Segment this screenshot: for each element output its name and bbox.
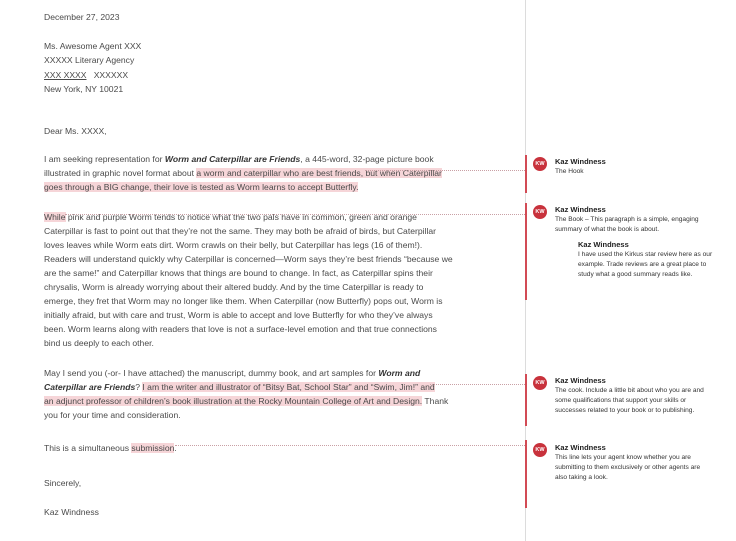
p2-line-6: chrysalis, Worm is already worrying about their altered buddy. And by the time Caterpillar is ready to [44, 282, 424, 292]
agency-name: XXXXX Literary Agency [44, 55, 135, 65]
avatar: KW [533, 157, 547, 171]
comment-author: Kaz Windness [555, 205, 606, 214]
comment-author: Kaz Windness [555, 376, 606, 385]
commented-text[interactable]: While [44, 212, 66, 222]
p4-text: This is a simultaneous [44, 443, 132, 453]
p3-text: ? [135, 382, 143, 392]
p1-text: illustrated in graphic novel format about [44, 168, 197, 178]
reply-author: Kaz Windness [578, 240, 629, 249]
comment-author: Kaz Windness [555, 443, 606, 452]
comment-text: successes related to your book or to publishing. [555, 407, 695, 414]
p2-line-2: Caterpillar is fast to point out that they’re not the same. They may both be afraid of birds, but Caterpillar [44, 226, 437, 236]
p2-line-7: emerge, they fret that Worm may no longer like them. When Caterpillar (now Butterfly) pops out, Worm is [44, 296, 443, 306]
reply-text: example. Trade reviews are a great place to [578, 261, 707, 268]
p2-line-8: initially afraid, but with care and trust, Worm is able to accept and love Butterfly for who they’ve always [44, 310, 433, 320]
book-title: Worm and Caterpillar are Friends [164, 154, 301, 164]
p4-line [44, 443, 177, 454]
book-title: Worm and [378, 368, 421, 378]
reply-text: study what a good summary reads like. [578, 271, 693, 278]
comment-text: some qualifications that support your skills or [555, 397, 687, 404]
comment-bar [525, 374, 527, 426]
commented-text[interactable]: goes through a BIG change, their love is tested as Worm learns to accept Butterfly. [44, 182, 359, 192]
p3-line-3 [44, 396, 448, 407]
comment-bar [525, 440, 527, 508]
recipient-name: Ms. Awesome Agent XXX [44, 41, 142, 51]
book-title: Caterpillar are Friends [44, 382, 136, 392]
closing: Sincerely, [44, 478, 82, 488]
address-line [44, 70, 128, 81]
comment-text: submitting to them exclusively or other agents are [555, 464, 701, 471]
p3-text: May I send you (-or- I have attached) the manuscript, dummy book, and art samples for [44, 368, 379, 378]
avatar: KW [533, 205, 547, 219]
p1-line-3 [44, 182, 358, 193]
p2-text: pink and purple Worm tends to notice what the two pals have in common, green and orange [65, 212, 417, 222]
commented-text[interactable]: submission [131, 443, 175, 453]
p4-text: . [174, 443, 177, 453]
letter-date: December 27, 2023 [44, 12, 120, 22]
comment-connector [430, 384, 525, 385]
reply-text: I have used the Kirkus star review here as our [578, 251, 713, 258]
comment-text: The Book – This paragraph is a simple, engaging [555, 216, 699, 223]
p2-line-3: loves leaves while Worm eats dirt. Worm crawls on their belly, but Caterpillar has legs (16 of them!). [44, 240, 423, 250]
salutation: Dear Ms. XXXX, [44, 126, 107, 136]
p3-line-1 [44, 368, 420, 379]
p1-text: I am seeking representation for [44, 154, 165, 164]
comment-text: summary of what the book is about. [555, 226, 660, 233]
comment-connector [65, 214, 525, 215]
commented-text[interactable]: I am the writer and illustrator of “Bitsy Bat, School Star” and “Swim, Jim!” and [142, 382, 435, 392]
comment-connector [175, 445, 525, 446]
p3-line-4: you for your time and consideration. [44, 410, 181, 420]
p2-line-9: been. Worm learns along with readers that love is not a surface-level emotion and that true connections [44, 324, 437, 334]
address-part-a: XXX XXXX [44, 70, 87, 80]
commented-text[interactable]: an adjunct professor of children’s book illustration at the Rocky Mountain College of Art and Design. [44, 396, 423, 406]
avatar: KW [533, 376, 547, 390]
comment-connector [365, 170, 525, 171]
city-line: New York, NY 10021 [44, 84, 124, 94]
comment-text: The cook. Include a little bit about who you are and [555, 387, 704, 394]
p2-line-5: are the same!” and Caterpillar knows that things are bound to change. In fact, as Caterpillar spins their [44, 268, 433, 278]
comment-text: also taking a look. [555, 474, 608, 481]
comment-bar [525, 155, 527, 193]
comment-text: This line lets your agent know whether you are [555, 454, 691, 461]
p3-line-2 [44, 382, 435, 393]
comment-author: Kaz Windness [555, 157, 606, 166]
comment-text: The Hook [555, 168, 584, 175]
comment-bar [525, 203, 527, 300]
p1-line-1 [44, 154, 434, 165]
p1-text: , a 445-word, 32-page picture book [300, 154, 434, 164]
address-part-b: XXXXXX [93, 70, 129, 80]
p2-line-10: bind us deeply to each other. [44, 338, 154, 348]
commented-text[interactable]: a worm and caterpillar who are best friends, but when Caterpillar [196, 168, 442, 178]
avatar: KW [533, 443, 547, 457]
p2-line-4: Readers will understand quickly why Caterpillar is concerned—Worm says they’re best friends “because we [44, 254, 453, 264]
signature: Kaz Windness [44, 507, 99, 517]
p3-text: Thank [422, 396, 449, 406]
